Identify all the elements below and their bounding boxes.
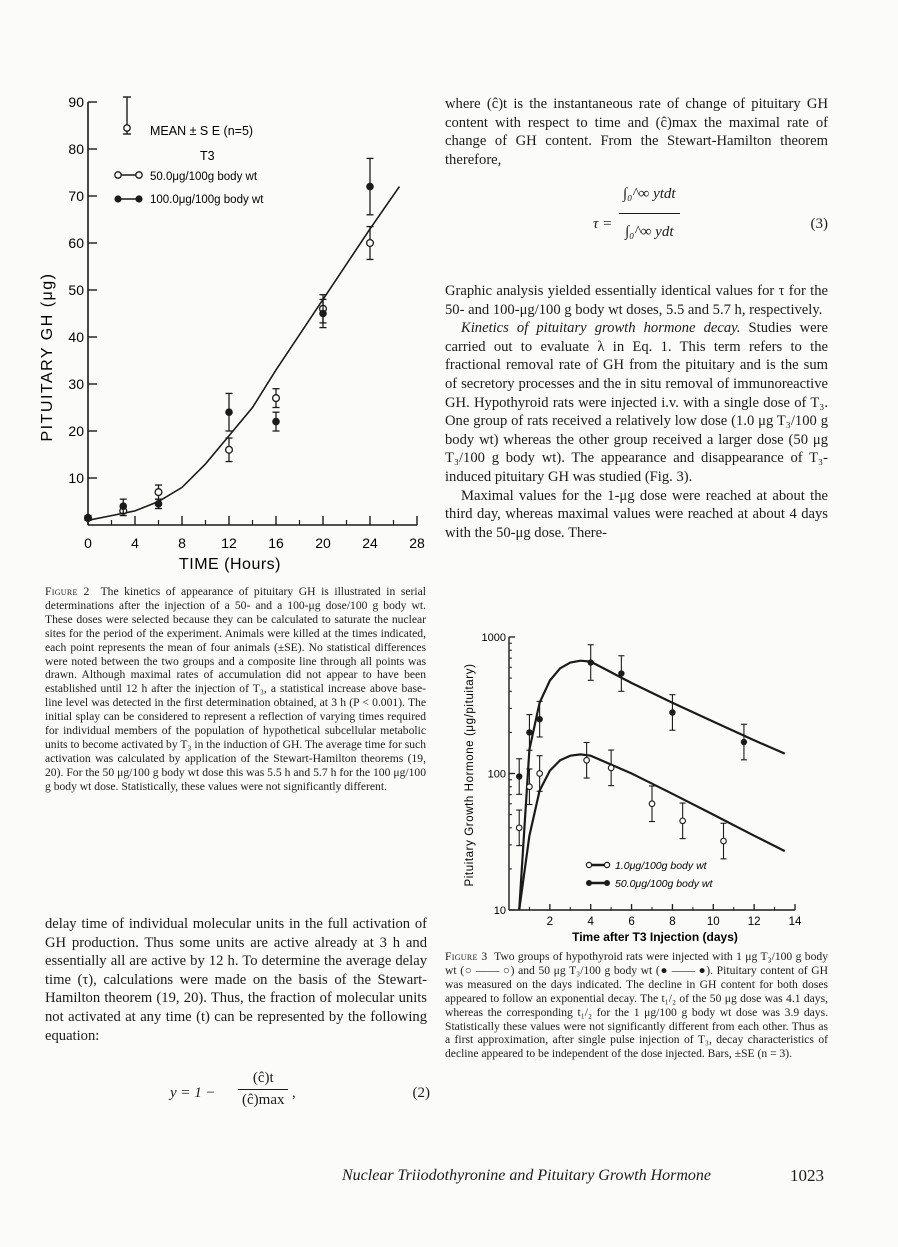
legend-filled-marker-icon-2 [604, 880, 610, 886]
right-column-top [445, 95, 828, 169]
x-tick-label: 20 [315, 535, 331, 551]
data-point-filled [618, 670, 624, 676]
figure-3-chart [455, 625, 830, 945]
y-tick-label: 30 [68, 376, 84, 392]
data-point-filled [536, 716, 542, 722]
data-point-filled [119, 502, 127, 510]
equation-3-denominator: ∫₀^∞ ydt [625, 224, 674, 240]
figure-2-plot-area [84, 158, 399, 521]
equation-2-tail: , [292, 1085, 296, 1101]
data-point-filled [84, 514, 92, 522]
x-tick-label: 0 [84, 535, 92, 551]
figure-3-caption-label: Figure 3 [445, 950, 488, 963]
data-point-filled [516, 773, 522, 779]
figure-2-caption [45, 585, 426, 794]
data-point-open [226, 446, 233, 453]
x-tick-label: 24 [362, 535, 378, 551]
equation-2-lhs: y = 1 − [170, 1085, 216, 1101]
data-point-filled [272, 418, 280, 426]
data-point-open [155, 489, 162, 496]
x-tick-label: 12 [747, 916, 761, 928]
data-point-open [608, 765, 614, 771]
fit-line-high-dose [519, 661, 785, 910]
y-tick-label: 10 [493, 905, 506, 917]
figure-2-caption-text: The kinetics of appearance of pituitary GH is illustrated in serial determinations after the injection of a 50- and a 100-μg dose/100 g body wt. These doses were selected because they can be calculated to saturate the nuclear sites for the period of the experiment. Animals were killed at the times indicated, each point represents the mean of four animals (±SE). No statistical differences were noted between the two groups and a composite line through all points was drawn. Although maximal rates of accumulation did not appear to have been established until 12 h after the injection of T₃, a statistical increase above base-line level was detected in the first determination obtained, at 3 h (P < 0.001). The initial splay can be considered to represent a reflection of varying times required for individual members of the population of hypothetical subcellular metabolic units to become activated by T₃ in the induction of GH. The average time for such activation was calculated by application of the Stewart-Hamilton theorems (19, 20). For the 50 μg/100 g body wt dose this was 5.5 h and 5.7 h for the 100 μg/100 g body wt dose. Statistically, these values were not significantly different. [45, 585, 426, 793]
data-point-filled [366, 183, 374, 191]
x-tick-label: 4 [587, 916, 594, 928]
data-point-open [537, 771, 543, 777]
legend-high-dose: 50.0μg/100g body wt [615, 878, 713, 890]
x-tick-label: 8 [178, 535, 186, 551]
data-point-open [649, 801, 655, 807]
figure-2-caption-label: Figure 2 [45, 585, 90, 598]
figure-3-legend [586, 860, 713, 890]
figure-3-x-axis-label: Time after T3 Injection (days) [572, 930, 738, 944]
legend-high-dose: 100.0μg/100g body wt [150, 194, 264, 206]
legend-filled-marker-icon [114, 195, 121, 202]
figure-2-axes [88, 102, 417, 525]
page-number: 1023 [790, 1166, 824, 1185]
equation-3-number: (3) [810, 216, 828, 232]
x-tick-label: 8 [669, 916, 676, 928]
equation-2-denominator: (ĉ)max [242, 1092, 285, 1108]
x-tick-label: 4 [131, 535, 139, 551]
data-point-filled [225, 408, 233, 416]
equation-2-numerator: (ĉ)t [238, 1070, 288, 1090]
legend-filled-marker-icon [586, 880, 592, 886]
y-tick-label: 100 [487, 768, 506, 781]
data-point-open [584, 757, 590, 763]
legend-low-dose: 50.0μg/100g body wt [150, 171, 258, 183]
data-point-open [680, 818, 686, 824]
y-tick-label: 20 [68, 423, 84, 439]
running-title: Nuclear Triiodothyronine and Pituitary Growth Hormone [342, 1167, 712, 1184]
data-point-filled [155, 500, 163, 508]
data-point-filled [741, 739, 747, 745]
data-point-open [273, 395, 280, 402]
equation-2-number: (2) [412, 1085, 430, 1101]
figure-2-legend [114, 97, 264, 206]
equation-3 [445, 180, 828, 270]
equation-3-numerator: ∫₀^∞ ytdt [619, 186, 680, 214]
right-para-1: where (ĉ)t is the instantaneous rate of change of pituitary GH content with respect to time and (ĉ)max the maximal rate of change of GH content. From the Stewart-Hamilton theorem therefore, [445, 96, 828, 168]
legend-open-marker-icon [586, 862, 591, 867]
fit-line [88, 187, 399, 521]
y-tick-label: 1000 [481, 632, 506, 644]
y-tick-label: 50 [68, 282, 84, 298]
data-point-open [367, 240, 374, 247]
data-point-open [721, 838, 727, 844]
right-para-2: Graphic analysis yielded essentially identical values for τ for the 50- and 100-μg/100 g body wt doses, 5.5 and 5.7 h, respectively. [445, 283, 828, 318]
y-tick-label: 90 [68, 94, 84, 110]
data-point-filled [588, 659, 594, 665]
right-para-3-body: Studies were carried out to evaluate λ in Eq. 1. This term refers to the fractional removal rate of GH from the pituitary and is the sum of secretory processes and the in situ removal of immunoreactive GH. Hypothyroid rats were injected i.v. with a single dose of T₃. One group of rats received a relatively low dose (1.0 μg T₃/100 g body wt) whereas the other group received a larger dose (50 μg T₃/100 g body wt). The appearance and disappearance of T₃-induced pituitary GH was studied (Fig. 3). [445, 320, 828, 485]
right-para-4: Maximal values for the 1-μg dose were reached at about the third day, whereas maximal values were reached at about 4 days with the 50-μg dose. There- [445, 487, 828, 541]
x-tick-label: 28 [409, 535, 425, 551]
x-tick-label: 10 [706, 916, 720, 928]
figure-2-chart [30, 92, 445, 587]
legend-open-marker-icon-2 [604, 862, 609, 867]
data-point-open [516, 825, 522, 831]
right-column-middle [445, 282, 828, 542]
legend-open-marker-icon-2 [136, 172, 142, 178]
figure-2-x-axis-label: TIME (Hours) [179, 556, 281, 573]
right-para-3-heading: Kinetics of pituitary growth hormone decay. [461, 320, 741, 337]
y-tick-label: 80 [68, 141, 84, 157]
equation-2 [170, 1070, 430, 1124]
x-tick-label: 14 [788, 916, 802, 928]
legend-group-label: T3 [200, 149, 215, 163]
left-column-paragraph: delay time of individual molecular units in the full activation of GH production. Thus some units are active already at 3 h and essentially all are active by 12 h. To determine the average delay time (τ), calculations were made on the basis of the Stewart-Hamilton theorem (19, 20). Thus, the fraction of molecular units not activated at any time (t) can be represented by the following equation: [45, 916, 427, 1044]
figure-3-y-axis-label: Pituitary Growth Hormone (μg/pituitary) [464, 663, 476, 887]
y-tick-label: 10 [68, 470, 84, 486]
data-point-open [527, 784, 533, 790]
data-point-filled [526, 729, 532, 735]
figure-3-caption [445, 950, 828, 1061]
equation-3-lhs: τ = [593, 216, 613, 232]
figure-2-y-axis-label: PITUITARY GH (μg) [39, 272, 56, 442]
y-tick-label: 40 [68, 329, 84, 345]
y-tick-label: 60 [68, 235, 84, 251]
figure-3-caption-text: Two groups of hypothyroid rats were injected with 1 μg T₃/100 g body wt (○ —— ○) and 50 μg T₃/100 g body wt (● —— ●). Pituitary content of GH was measured on the days indicated. The decline in GH content for both doses appeared to follow an exponential decay. The t₁/₂ of the 50 μg dose was 4.1 days, whereas the corresponding t₁/₂ for the 1 μg/100 g body wt dose was 3.9 days. Statistically these values were not significantly different from each other. Thus as a first approximation, after single pulse injection of T₃, decay characteristics of decline appeared to be independent of the dose injected. Bars, ±SE (n = 3). [445, 950, 828, 1061]
x-tick-label: 2 [546, 916, 554, 928]
x-tick-label: 12 [221, 535, 237, 551]
figure-2-tick-labels [68, 94, 425, 551]
legend-open-marker-icon [115, 172, 121, 178]
data-point-filled [669, 709, 675, 715]
legend-open-circle-icon [124, 125, 130, 131]
legend-filled-marker-icon-2 [135, 195, 142, 202]
x-tick-label: 6 [628, 916, 635, 928]
legend-mean-se: MEAN ± S E (n=5) [150, 124, 254, 138]
legend-low-dose: 1.0μg/100g body wt [615, 860, 707, 872]
data-point-filled [319, 310, 327, 318]
y-tick-label: 70 [68, 188, 84, 204]
x-tick-label: 16 [268, 535, 284, 551]
